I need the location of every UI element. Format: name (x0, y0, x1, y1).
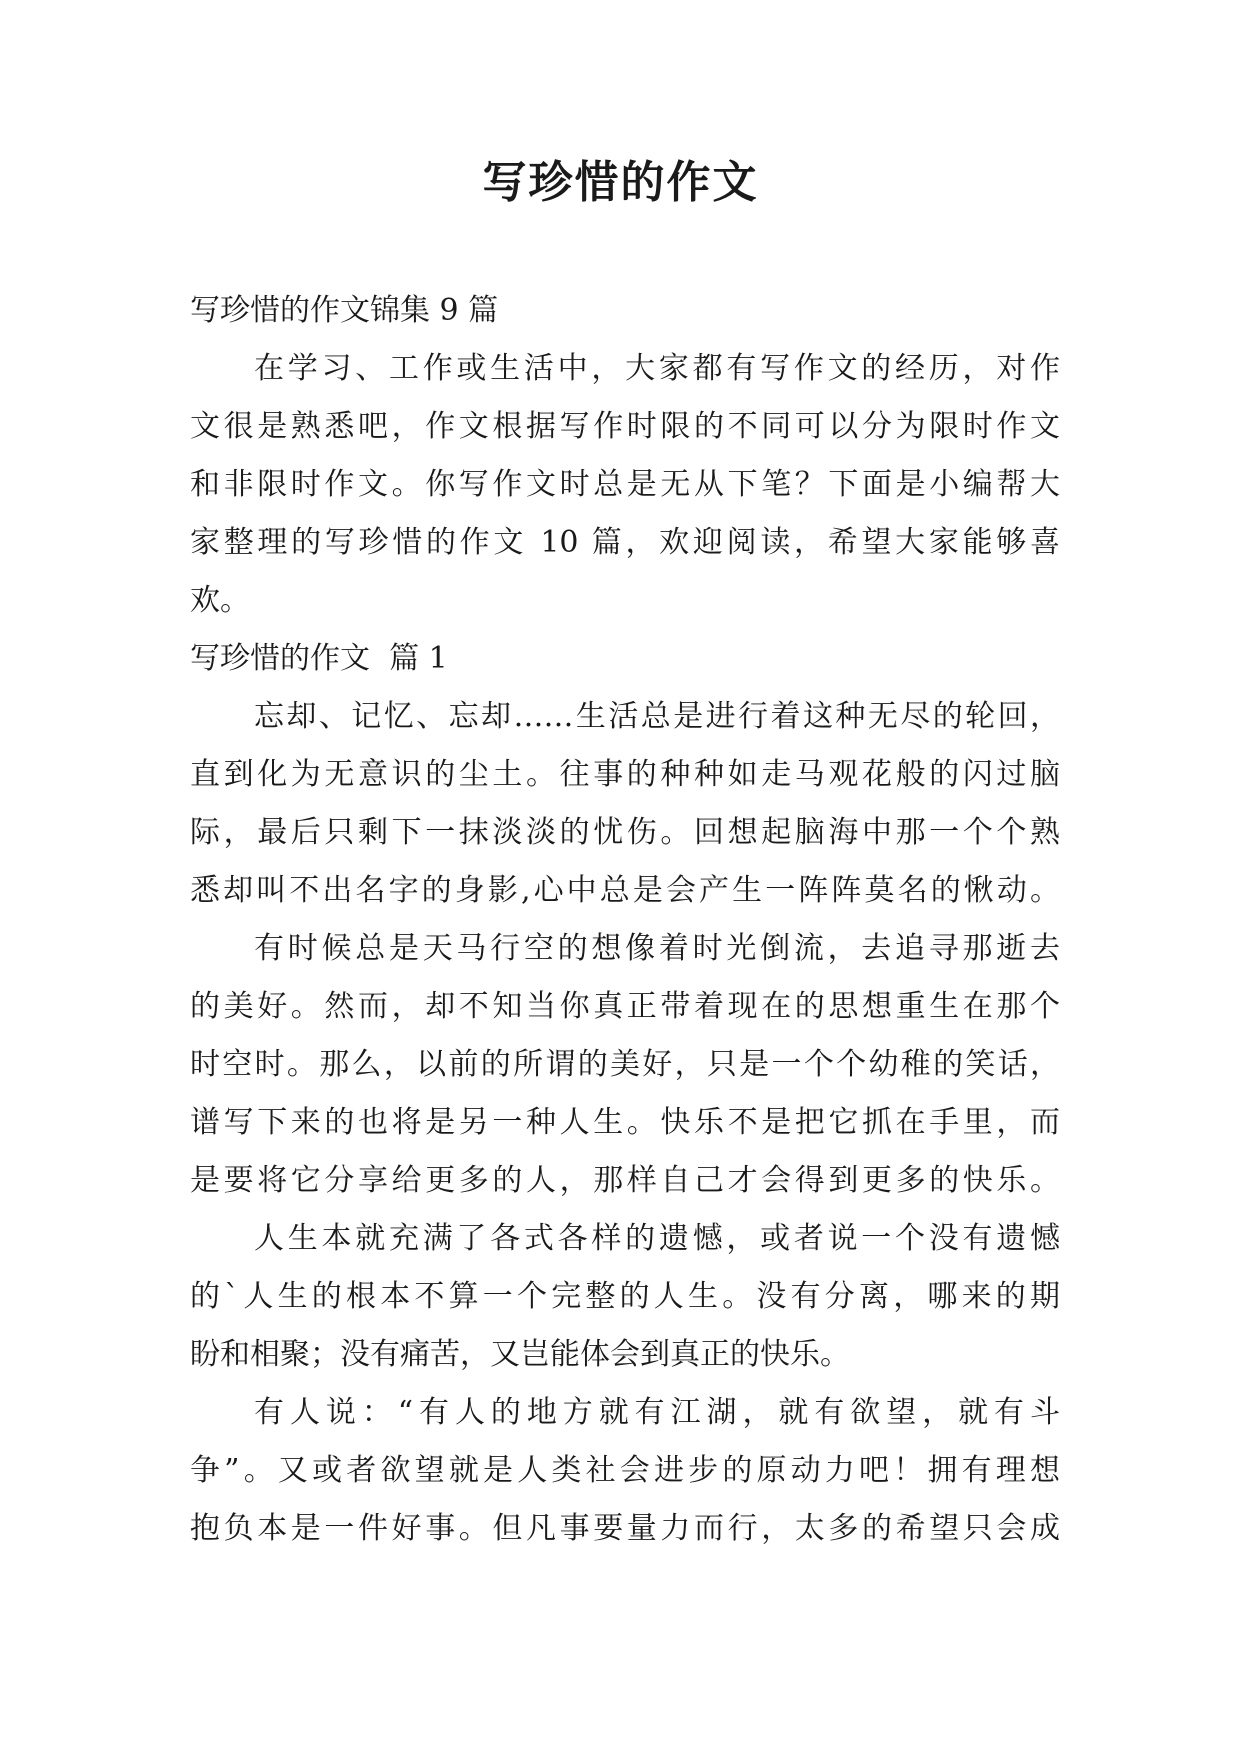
document-body (190, 282, 1060, 1558)
document-title: 写珍惜的作文 (482, 157, 759, 208)
paragraph-line: 时空时。那么，以前的所谓的美好，只是一个个幼稚的笑话， (190, 1047, 1060, 1082)
intro-paragraph-line: 在学习、工作或生活中，大家都有写作文的经历，对作 (254, 351, 1060, 386)
intro-paragraph-line: 欢。 (190, 583, 250, 618)
paragraph-line: 是要将它分享给更多的人，那样自己才会得到更多的快乐。 (190, 1163, 1060, 1198)
paragraph-line: 际，最后只剩下一抹淡淡的忧伤。回想起脑海中那一个个熟 (190, 815, 1060, 850)
paragraph-line: 抱负本是一件好事。但凡事要量力而行，太多的希望只会成 (190, 1511, 1060, 1546)
paragraph-line: 盼和相聚；没有痛苦，又岂能体会到真正的快乐。 (190, 1337, 850, 1372)
paragraph-line: 的美好。然而，却不知当你真正带着现在的思想重生在那个 (190, 989, 1060, 1024)
intro-paragraph-line: 和非限时作文。你写作文时总是无从下笔？下面是小编帮大 (190, 467, 1060, 502)
paragraph-line: 谱写下来的也将是另一种人生。快乐不是把它抓在手里，而 (190, 1105, 1060, 1140)
paragraph-line: 忘却、记忆、忘却……生活总是进行着这种无尽的轮回， (254, 699, 1060, 734)
collection-heading: 写珍惜的作文锦集 9 篇 (190, 293, 499, 328)
paragraph-line: 争”。又或者欲望就是人类社会进步的原动力吧！拥有理想 (190, 1453, 1060, 1488)
paragraph-line: 人生本就充满了各式各样的遗憾，或者说一个没有遗憾 (254, 1221, 1060, 1256)
essay-heading: 写珍惜的作文 篇 1 (190, 641, 448, 676)
intro-paragraph-line: 文很是熟悉吧，作文根据写作时限的不同可以分为限时作文 (190, 409, 1060, 444)
paragraph-line: 悉却叫不出名字的身影,心中总是会产生一阵阵莫名的愀动。 (190, 873, 1060, 908)
paragraph-line: 直到化为无意识的尘土。往事的种种如走马观花般的闪过脑 (190, 757, 1060, 792)
paragraph-line: 的`人生的根本不算一个完整的人生。没有分离，哪来的期 (190, 1279, 1060, 1314)
paragraph-line: 有时候总是天马行空的想像着时光倒流，去追寻那逝去 (254, 931, 1060, 966)
paragraph-line: 有人说：“有人的地方就有江湖，就有欲望，就有斗 (254, 1395, 1060, 1430)
intro-paragraph-line: 家整理的写珍惜的作文 10 篇，欢迎阅读，希望大家能够喜 (190, 525, 1060, 560)
